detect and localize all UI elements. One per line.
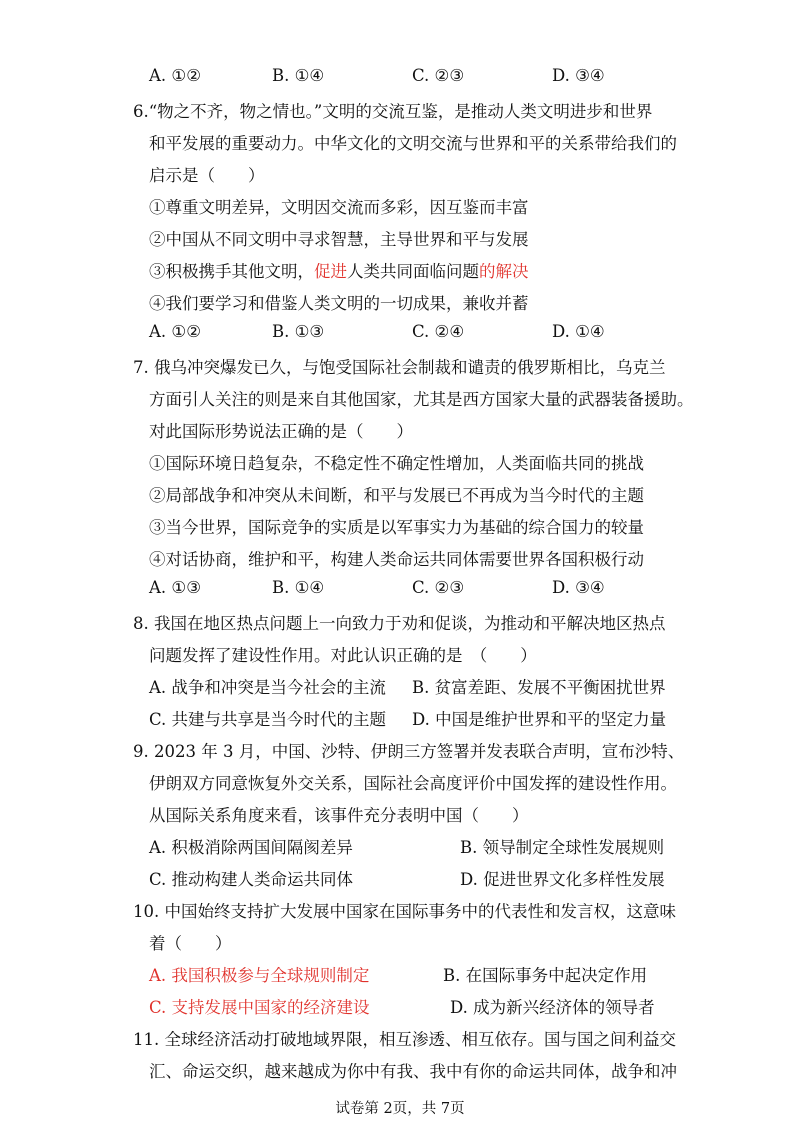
q7-stem-line2: 方面引人关注的则是来自其他国家，尤其是西方国家大量的武器装备援助。 — [149, 390, 694, 409]
q8-option-a: A. 战争和冲突是当今社会的主流 — [149, 678, 386, 697]
q9-option-b: B. 领导制定全球性发展规则 — [460, 838, 665, 857]
q7-option-a: A. ①③ — [149, 578, 201, 597]
q8-stem-line2: 问题发挥了建设性作用。对此认识正确的是 （ ） — [149, 646, 537, 665]
q6-statement-3-part2: 人类共同面临问题 — [347, 262, 479, 281]
q7-statement-3: ③当今世界，国际竞争的实质是以军事实力为基础的综合国力的较量 — [149, 518, 644, 537]
q5-option-b: B. ①④ — [272, 66, 325, 85]
q11-stem-line1: 11. 全球经济活动打破地域界限，相互渗透、相互依存。国与国之间利益交 — [133, 1030, 676, 1049]
q7-statement-2: ②局部战争和冲突从未间断，和平与发展已不再成为当今时代的主题 — [149, 486, 644, 505]
q7-option-c: C. ②③ — [412, 578, 465, 597]
q6-statement-3-highlight2: 的解决 — [479, 262, 529, 281]
q7-stem-line1: 7. 俄乌冲突爆发已久，与饱受国际社会制裁和谴责的俄罗斯相比，乌克兰 — [133, 358, 666, 377]
q7-statement-1: ①国际环境日趋复杂，不稳定性不确定性增加，人类面临共同的挑战 — [149, 454, 644, 473]
q10-option-a: A. 我国积极参与全球规则制定 — [149, 966, 370, 985]
q8-option-b: B. 贫富差距、发展不平衡困扰世界 — [412, 678, 666, 697]
q6-stem-line3: 启示是（ ） — [149, 166, 265, 185]
page-footer: 试卷第 2页，共 7页 — [335, 1101, 465, 1117]
q9-option-a: A. 积极消除两国间隔阂差异 — [149, 838, 353, 857]
q6-statement-2: ②中国从不同文明中寻求智慧，主导世界和平与发展 — [149, 230, 529, 249]
q10-option-c: C. 支持发展中国家的经济建设 — [149, 998, 370, 1017]
q6-stem-line2: 和平发展的重要动力。中华文化的文明交流与世界和平的关系带给我们的 — [149, 134, 677, 153]
q9-stem-line1: 9. 2023 年 3 月，中国、沙特、伊朗三方签署并发表联合声明，宣布沙特、 — [133, 742, 685, 761]
q9-stem-line2: 伊朗双方同意恢复外交关系，国际社会高度评价中国发挥的建设性作用。 — [149, 774, 677, 793]
q10-stem-line1: 10. 中国始终支持扩大发展中国家在国际事务中的代表性和发言权，这意味 — [133, 902, 676, 921]
q5-option-a: A. ①② — [149, 66, 201, 85]
q9-option-d: D. 促进世界文化多样性发展 — [460, 870, 665, 889]
q6-statement-3 — [149, 258, 529, 282]
q11-stem-line2: 汇、命运交织，越来越成为你中有我、我中有你的命运共同体，战争和冲 — [149, 1062, 677, 1081]
q9-stem-line3: 从国际关系角度来看，该事件充分表明中国（ ） — [149, 806, 529, 825]
q8-option-c: C. 共建与共享是当今时代的主题 — [149, 710, 387, 729]
q6-statement-4: ④我们要学习和借鉴人类文明的一切成果，兼收并蓄 — [149, 294, 529, 313]
q7-statement-4: ④对话协商，维护和平，构建人类命运共同体需要世界各国积极行动 — [149, 550, 644, 569]
q7-option-b: B. ①④ — [272, 578, 325, 597]
q7-option-d: D. ③④ — [552, 578, 605, 597]
q6-option-b: B. ①③ — [272, 322, 325, 341]
q8-option-d: D. 中国是维护世界和平的坚定力量 — [412, 710, 667, 729]
q5-option-d: D. ③④ — [552, 66, 605, 85]
q10-option-d: D. 成为新兴经济体的领导者 — [450, 998, 655, 1017]
q10-stem-line2: 着（ ） — [149, 934, 232, 953]
q7-stem-line3: 对此国际形势说法正确的是（ ） — [149, 422, 413, 441]
q6-option-a: A. ①② — [149, 322, 201, 341]
q6-stem-line1: 6.“物之不齐，物之情也。”文明的交流互鉴，是推动人类文明进步和世界 — [133, 102, 653, 121]
q6-statement-1: ①尊重文明差异，文明因交流而多彩，因互鉴而丰富 — [149, 198, 529, 217]
q10-option-b: B. 在国际事务中起决定作用 — [443, 966, 648, 985]
q6-statement-3-part1: ③积极携手其他文明， — [149, 262, 314, 281]
q6-option-c: C. ②④ — [412, 322, 465, 341]
q8-stem-line1: 8. 我国在地区热点问题上一向致力于劝和促谈，为推动和平解决地区热点 — [133, 614, 666, 633]
q6-statement-3-highlight1: 促进 — [314, 262, 347, 281]
q5-option-c: C. ②③ — [412, 66, 465, 85]
q6-option-d: D. ①④ — [552, 322, 605, 341]
q9-option-c: C. 推动构建人类命运共同体 — [149, 870, 354, 889]
